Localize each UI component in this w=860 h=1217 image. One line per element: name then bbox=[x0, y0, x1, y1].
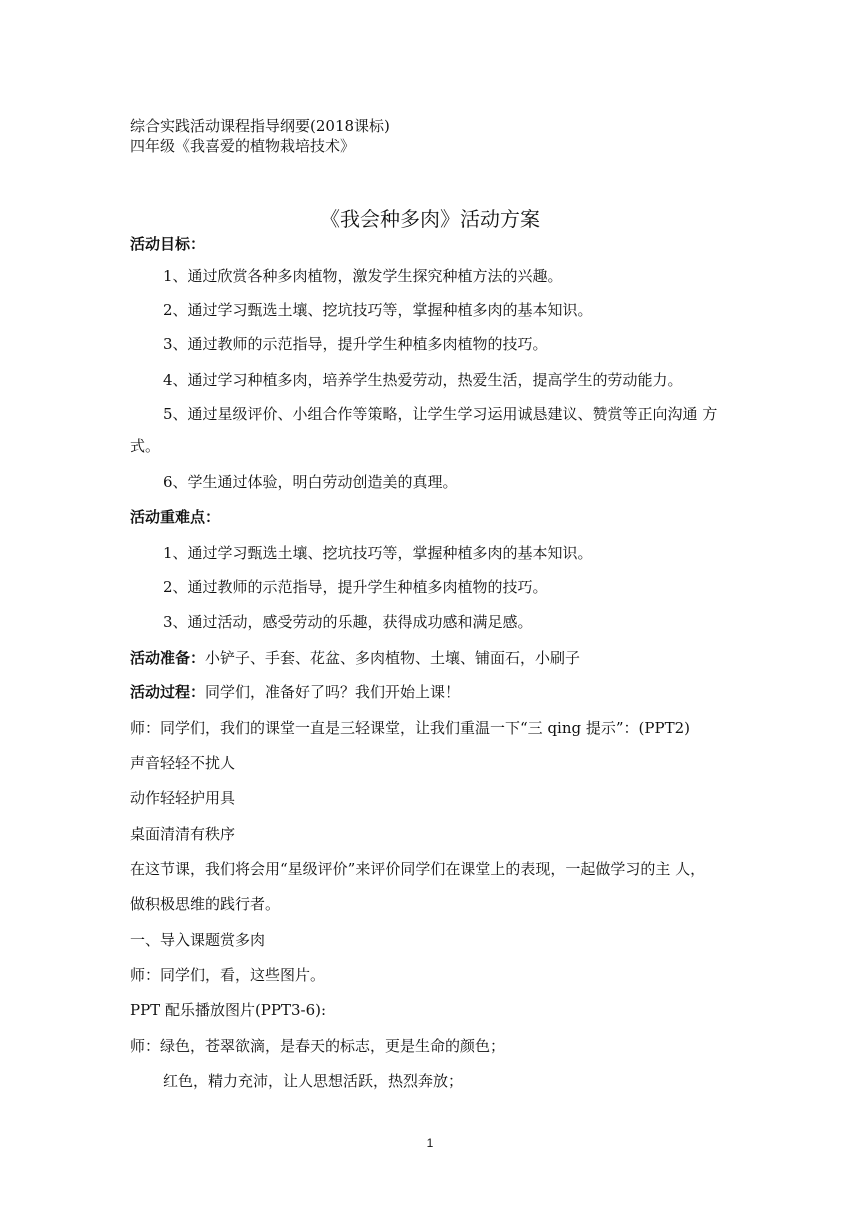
document-title: 《我会种多肉》活动方案 bbox=[320, 207, 540, 231]
body-paragraph: 师：绿色，苍翠欲滴，是春天的标志，更是生命的颜色； bbox=[130, 1037, 506, 1055]
header-line-2: 四年级《我喜爱的植物栽培技术》 bbox=[130, 137, 356, 155]
process-text: 同学们，准备好了吗？我们开始上课！ bbox=[205, 683, 461, 701]
body-paragraph: 红色，精力充沛，让人思想活跃，热烈奔放； bbox=[163, 1072, 464, 1090]
body-paragraph: 师：同学们，我们的课堂一直是三轻课堂，让我们重温一下“三 qing 提示”：(PPT2) bbox=[130, 719, 690, 737]
goal-item-continued: 式。 bbox=[130, 437, 161, 455]
section-heading-intro: 一、导入课题赏多肉 bbox=[130, 931, 266, 949]
goal-item: 5、通过星级评价、小组合作等策略，让学生学习运用诚恳建议、赞赏等正向沟通 方 bbox=[163, 405, 718, 423]
preparation-label: 活动准备： bbox=[130, 649, 206, 667]
body-paragraph: 在这节课，我们将会用“星级评价”来评价同学们在课堂上的表现，一起做学习的主 人， bbox=[130, 860, 706, 878]
page-number: 1 bbox=[426, 1136, 434, 1150]
goal-item: 1、通过欣赏各种多肉植物，激发学生探究种植方法的兴趣。 bbox=[163, 267, 563, 285]
process-line bbox=[130, 682, 460, 702]
body-paragraph: PPT 配乐播放图片(PPT3-6): bbox=[130, 1001, 327, 1019]
keypoint-item: 3、通过活动，感受劳动的乐趣，获得成功感和满足感。 bbox=[163, 613, 533, 631]
goal-item: 4、通过学习种植多肉，培养学生热爱劳动，热爱生活，提高学生的劳动能力。 bbox=[163, 371, 683, 389]
body-paragraph: 桌面清清有秩序 bbox=[130, 825, 236, 843]
section-heading-keypoints: 活动重难点： bbox=[130, 508, 221, 526]
goal-item: 2、通过学习甄选土壤、挖坑技巧等，掌握种植多肉的基本知识。 bbox=[163, 301, 593, 319]
section-heading-goals: 活动目标： bbox=[130, 235, 206, 253]
body-paragraph: 师：同学们，看，这些图片。 bbox=[130, 966, 326, 984]
body-paragraph: 做积极思维的践行者。 bbox=[130, 895, 281, 913]
preparation-text: 小铲子、手套、花盆、多肉植物、土壤、铺面石，小刷子 bbox=[205, 649, 581, 667]
body-paragraph: 动作轻轻护用具 bbox=[130, 789, 236, 807]
process-label: 活动过程： bbox=[130, 683, 206, 701]
keypoint-item: 2、通过教师的示范指导，提升学生种植多肉植物的技巧。 bbox=[163, 578, 548, 596]
goal-item: 6、学生通过体验，明白劳动创造美的真理。 bbox=[163, 473, 458, 491]
header-line-1: 综合实践活动课程指导纲要(2018课标) bbox=[130, 117, 390, 135]
goal-item: 3、通过教师的示范指导，提升学生种植多肉植物的技巧。 bbox=[163, 335, 548, 353]
body-paragraph: 声音轻轻不扰人 bbox=[130, 754, 236, 772]
keypoint-item: 1、通过学习甄选土壤、挖坑技巧等，掌握种植多肉的基本知识。 bbox=[163, 544, 593, 562]
preparation-line bbox=[130, 648, 580, 668]
